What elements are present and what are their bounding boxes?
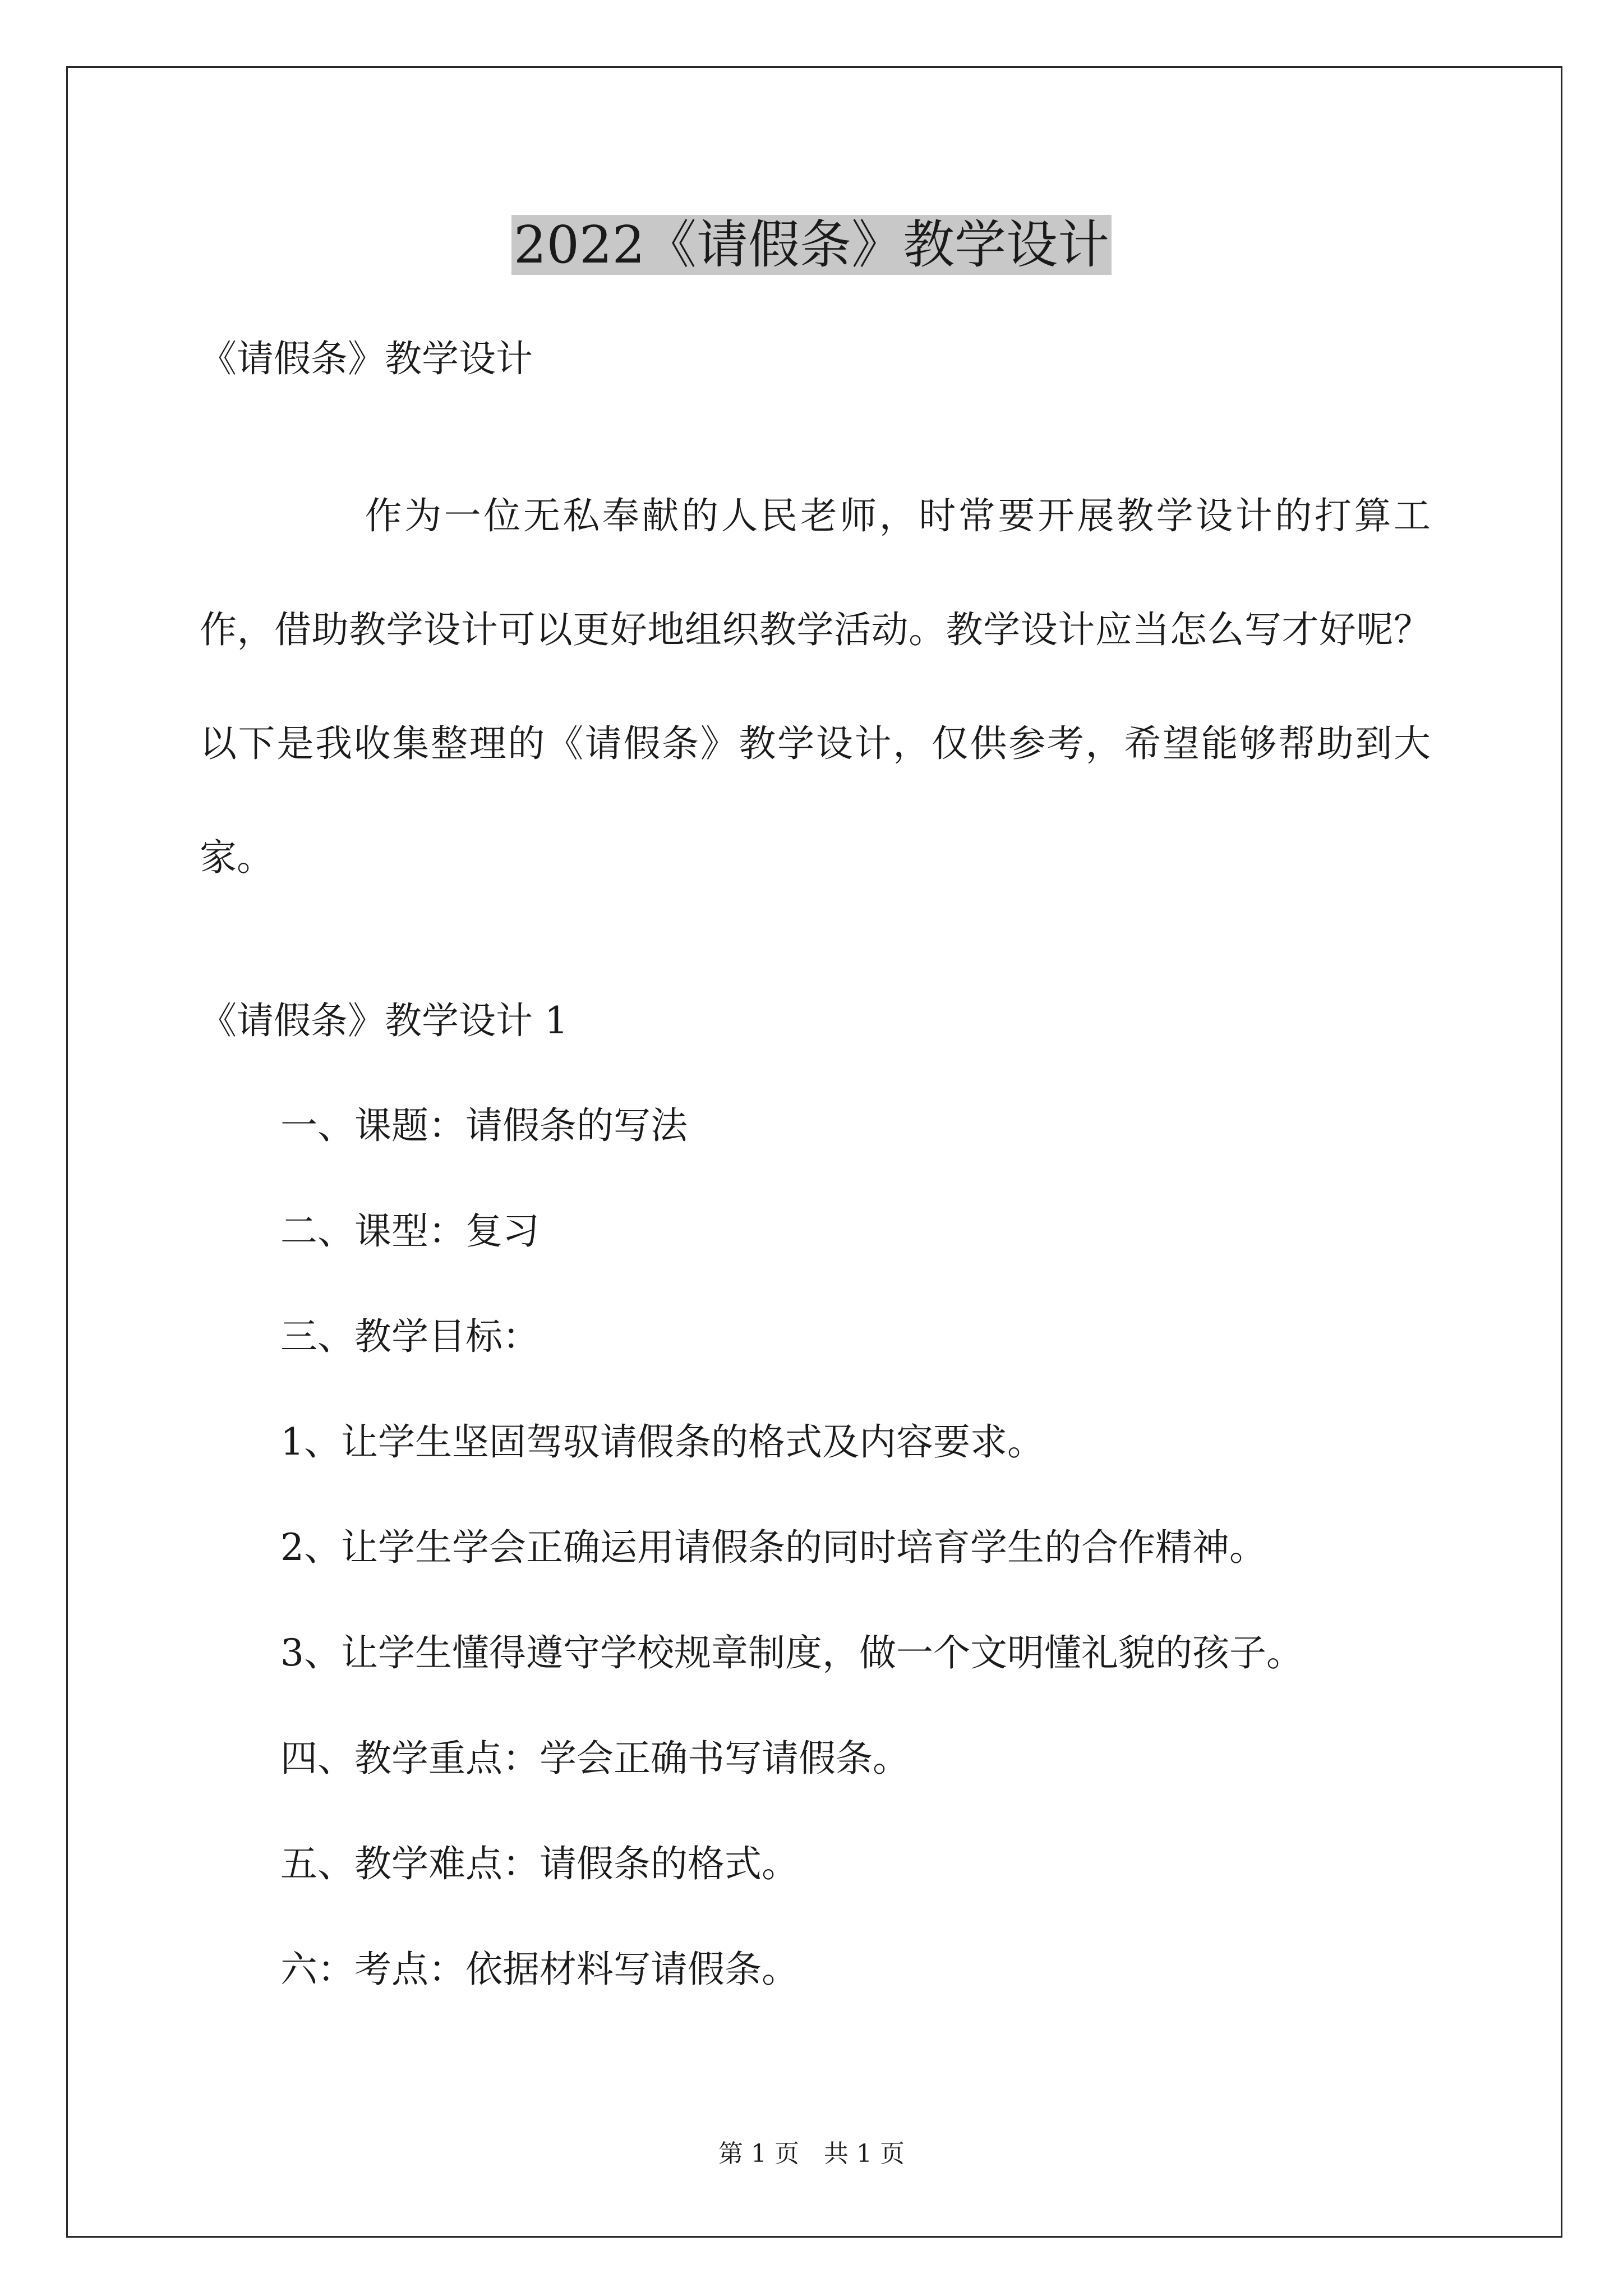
list-item: 3、让学生懂得遵守学校规章制度，做一个文明懂礼貌的孩子。 bbox=[280, 1631, 1303, 1674]
list-item: 六：考点：依据材料写请假条。 bbox=[280, 1948, 799, 1991]
list-item: 三、教学目标： bbox=[280, 1315, 540, 1358]
intro-text: 作为一位无私奉献的人民老师，时常要开展教学设计的打算工作，借助教学设计可以更好地组织教学活动。教学设计应当怎么写才好呢？以下是我收集整理的《请假条》教学设计，仅供参考，希望能够帮助到大家。 bbox=[200, 494, 1431, 879]
list-item: 五、教学难点：请假条的格式。 bbox=[280, 1842, 799, 1885]
subtitle: 《请假条》教学设计 bbox=[200, 337, 533, 380]
intro-paragraph bbox=[200, 459, 1431, 914]
list-item: 1、让学生坚固驾驭请假条的格式及内容要求。 bbox=[280, 1420, 1044, 1464]
title-highlight: 2022《请假条》教学设计 bbox=[511, 215, 1112, 275]
section-heading: 《请假条》教学设计 1 bbox=[200, 999, 568, 1042]
list-item: 四、教学重点：学会正确书写请假条。 bbox=[280, 1737, 910, 1780]
list-item: 一、课题：请假条的写法 bbox=[280, 1104, 688, 1147]
page-footer: 第 1 页 共 1 页 bbox=[718, 2139, 905, 2168]
document-title bbox=[0, 209, 1623, 282]
list-item: 2、让学生学会正确运用请假条的同时培育学生的合作精神。 bbox=[280, 1526, 1266, 1569]
page-border bbox=[66, 66, 1562, 2238]
list-item: 二、课型：复习 bbox=[280, 1209, 540, 1253]
